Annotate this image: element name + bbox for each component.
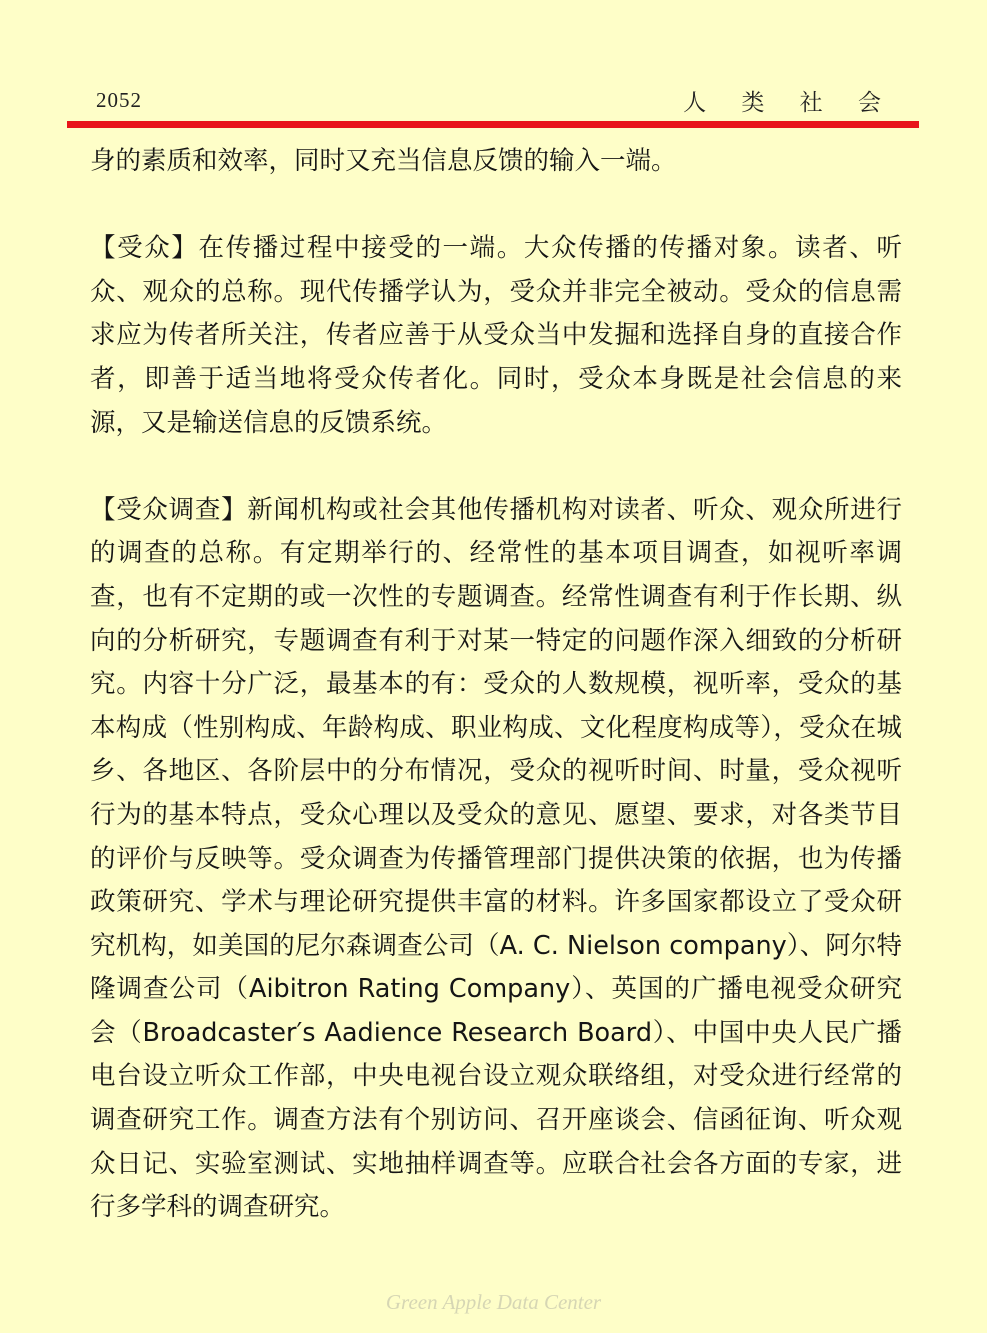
entry-audience-survey [90,489,902,1230]
watermark: Green Apple Data Center [385,1290,602,1314]
entry-audience [90,227,902,445]
page-body [90,140,902,1273]
page-number: 2052 [96,88,142,112]
running-head: 人 类 社 会 [683,90,895,116]
entry-term: 【受众】 [90,233,199,264]
header-rule [67,121,919,128]
continuation-paragraph: 身的素质和效率，同时又充当信息反馈的输入一端。 [90,146,677,176]
entry-text: 在传播过程中接受的一端。大众传播的传播对象。读者、听众、观众的总称。现代传播学认为，受众并非完全被动。受众的信息需求应为传者所关注，传者应善于从受众当中发掘和选择自身的直接合作者，即善于适当地将受众传者化。同时，受众本身既是社会信息的来源，又是输送信息的反馈系统。 [90,233,902,438]
entry-term: 【受众调查】 [90,494,248,525]
entry-text: 新闻机构或社会其他传播机构对读者、听众、观众所进行的调查的总称。有定期举行的、经常性的基本项目调查，如视听率调查，也有不定期的或一次性的专题调查。经常性调查有利于作长期、纵向的分析研究，专题调查有利于对某一特定的问题作深入细致的分析研究。内容十分广泛，最基本的有：受众的人数规模，视听率，受众的基本构成（性别构成、年龄构成、职业构成、文化程度构成等），受众在城乡、各地区、各阶层中的分布情况，受众的视听时间、时量，受众视听行为的基本特点，受众心理以及受众的意见、愿望、要求，对各类节目的评价与反映等。受众调查为传播管理部门提供决策的依据，也为传播政策研究、学术与理论研究提供丰富的材料。许多国家都设立了受众研究机构，如美国的尼尔森调查公司（A. C. Nielson company）、阿尔特隆调查公司（Aibitron Rating Company）、英国的广播电视受众研究会（Broadcaster′s Aadience Research Board）、中国中央人民广播电台设立听众工作部，中央电视台设立观众联络组，对受众进行经常的调查研究工作。调查方法有个别访问、召开座谈会、信函征询、听众观众日记、实验室测试、实地抽样调查等。应联合社会各方面的专家，进行多学科的调查研究。 [90,494,902,1223]
